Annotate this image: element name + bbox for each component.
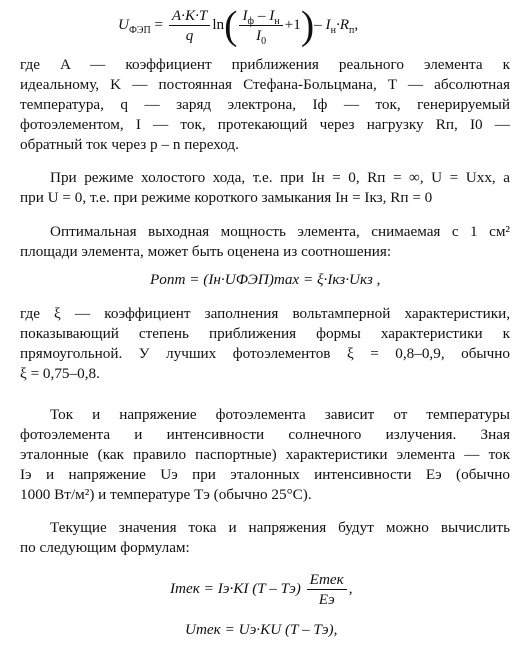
formula3-irradiance-fraction [307, 570, 347, 609]
formula-voltage: Uтек = Uэ·KU (T – Tэ), [185, 621, 338, 638]
formula1-eq-sign: = [154, 16, 164, 33]
formula1-open-paren: ( [224, 2, 238, 48]
formula1-plus-one: +1 [284, 16, 301, 33]
paragraph-optimal-power [20, 222, 510, 262]
formula1-close-paren: ) [300, 2, 315, 48]
formula1-ln: ln [212, 16, 225, 33]
text-line: по следующим формулам: [20, 539, 190, 556]
text-line: ξ = 0,75–0,8. [20, 365, 100, 382]
formula-current [170, 566, 353, 612]
formula1-inner-fraction [239, 6, 282, 48]
formula1-coef-numerator: A·K·T [169, 6, 210, 26]
formula-photovoltage [118, 2, 358, 48]
text-line: при U = 0, т.е. при режиме короткого замыкания Iн = Iкз, Rп = 0 [20, 189, 433, 206]
paragraph-definitions [20, 55, 510, 155]
formula1-coef-denominator: q [185, 27, 194, 45]
formula3-main: Iтек = Iэ·KI (T – Tэ) [170, 580, 301, 597]
paragraph-modes [20, 168, 510, 208]
text-line: фотоэлементом, I — ток, протекающий через нагрузку Rп, I0 — [20, 116, 510, 133]
text-line: Iэ и напряжение Uэ при эталонных интенсивности Eэ (обычно [20, 466, 510, 483]
paragraph-fill-factor [20, 304, 510, 384]
text-line: Текущие значения тока и напряжения будут можно вычислить [50, 519, 510, 536]
formula1-lhs: $U_{ФЭП}$ [118, 16, 151, 37]
formula3-numerator: Eтек [307, 570, 347, 590]
formula1-coefficient-fraction [169, 6, 210, 45]
text-line: Ток и напряжение фотоэлемента зависит от температуры [50, 406, 510, 423]
text-line: эталонные (как правило паспортные) характеристики элемента — ток [20, 446, 510, 463]
text-line: прямоугольной. У лучших фотоэлементов ξ = 0,8–0,9, обычно [20, 345, 510, 362]
text-line: фотоэлемента и интенсивности солнечного излучения. Зная [20, 426, 510, 443]
paragraph-temperature-dependence [20, 405, 510, 505]
text-line: При режиме холостого хода, т.е. при Iн = 0, Rп = ∞, U = Uхх, а [50, 169, 510, 186]
text-line: где ξ — коэффициент заполнения вольтамперной характеристики, [20, 305, 510, 322]
paragraph-current-values [20, 518, 510, 558]
text-line: 1000 Вт/м²) и температуре Tэ (обычно 25°С). [20, 486, 312, 503]
text-line: температура, q — заряд электрона, Iф — ток, генерируемый [20, 96, 510, 113]
formula1-tail: – $I_н\cdot R_п$, [314, 16, 359, 37]
formula3-comma: , [348, 580, 353, 597]
formula3-denominator: Eэ [318, 591, 335, 609]
text-line: площади элемента, может быть оценена из соотношения: [20, 243, 392, 260]
formula1-inner-numerator: $I_ф - I_н$ [239, 6, 282, 26]
text-line: показывающий степень приближения формы характеристики к [20, 325, 510, 342]
text-line: где A — коэффициент приближения реального элемента к [20, 56, 510, 73]
formula-optimal-power: Pопт = (Iн·UФЭП)max = ξ·Iкз·Uкз , [150, 271, 381, 288]
text-line: обратный ток через p – n переход. [20, 136, 239, 153]
formula1-inner-denominator: $I_0$ [256, 27, 267, 48]
text-line: Оптимальная выходная мощность элемента, снимаемая с 1 см² [50, 223, 510, 240]
text-line: идеальному, K — постоянная Стефана-Больцмана, T — абсолютная [20, 76, 510, 93]
